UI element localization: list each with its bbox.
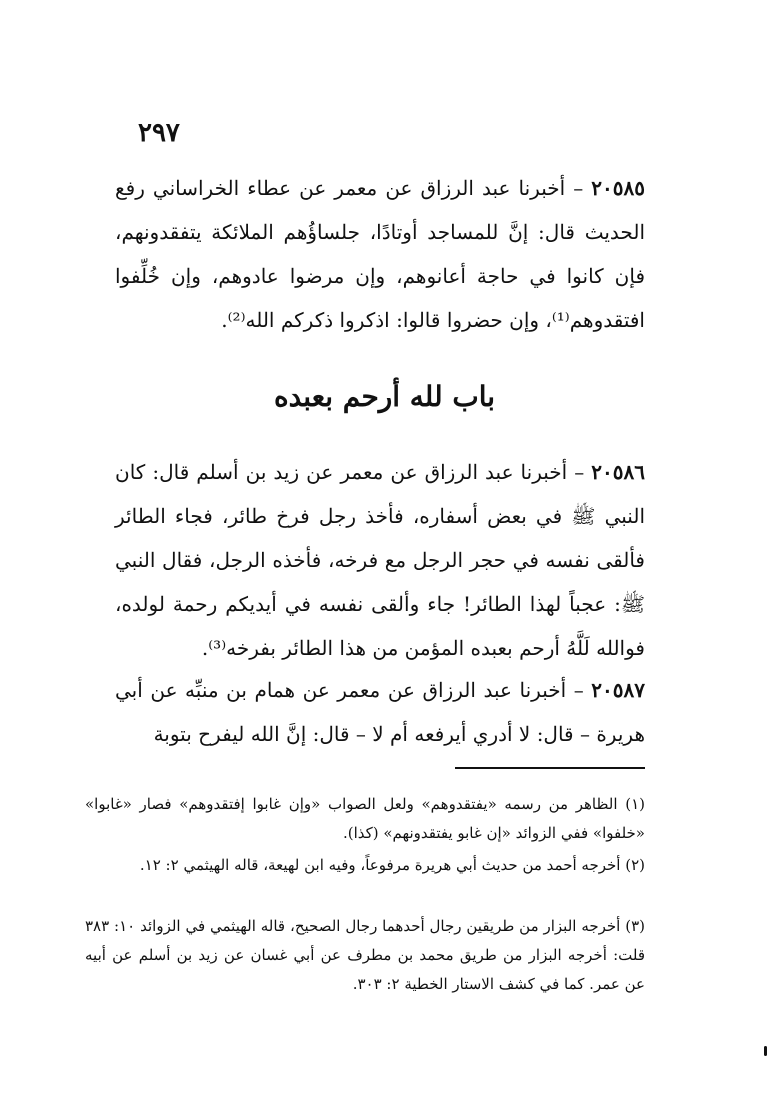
chapter-heading: باب لله أرحم بعبده <box>273 380 496 413</box>
hadith-paragraph <box>115 450 645 670</box>
hadith-number: ٢٠٥٨٥ <box>591 176 645 200</box>
hadith-text: – أخبرنا عبد الرزاق عن معمر عن زيد بن أسلم قال: كان النبي ﷺ في بعض أسفاره، فأخذ رجل فرخ طائر، فجاء الطائر فألقى نفسه في حجر الرجل مع فرخه، فأخذه الرجل، فقال النبي ﷺ: عجباً لهذا الطائر! جاء وألقى نفسه في أيديكم رحمة لولده، فوالله لَلَّهُ أرحم بعبده المؤمن من هذا الطائر بفرخه⁽³⁾. <box>115 460 645 660</box>
hadith-text: – أخبرنا عبد الرزاق عن معمر عن عطاء الخراساني رفع الحديث قال: إنَّ للمساجد أوتادًا، جلساؤُهم الملائكة يتفقدونهم، فإن كانوا في حاجة أعانوهم، وإن مرضوا عادوهم، وإن خُلِّفوا افتقدوهم⁽¹⁾، وإن حضروا قالوا: اذكروا ذكركم الله⁽²⁾. <box>115 176 645 332</box>
hadith-number: ٢٠٥٨٦ <box>591 460 645 484</box>
hadith-paragraph <box>115 166 645 342</box>
hadith-text: – أخبرنا عبد الرزاق عن معمر عن همام بن منبِّه عن أبي هريرة – قال: لا أدري أيرفعه أم لا – قال: إنَّ الله ليفرح بتوبة <box>115 678 645 746</box>
hadith-number: ٢٠٥٨٧ <box>591 678 645 702</box>
scan-mark <box>764 1046 767 1056</box>
footnote: (١) الظاهر من رسمه «يفتقدوهم» ولعل الصواب «وإن غابوا إفتقدوهم» فصار «غابوا» «خلفوا» ففي الزوائد «إن غابو يفتقدونهم» (كذا). <box>85 795 645 842</box>
footnote: (٢) أخرجه أحمد من حديث أبي هريرة مرفوعاً، وفيه ابن لهيعة، قاله الهيثمي ٢: ١٢. <box>139 856 645 874</box>
footnote-divider <box>455 767 645 769</box>
hadith-paragraph <box>115 668 645 756</box>
page-number: ٢٩٧ <box>138 118 180 148</box>
footnote: (٣) أخرجه البزار من طريقين رجال أحدهما رجال الصحيح، قاله الهيثمي في الزوائد ١٠: ٣٨٣ قلت: أخرجه البزار من طريق محمد بن مطرف عن أبي غسان عن زيد بن أسلم عن أبيه عن عمر. كما في كشف الاستار الخطية ٢: ٣٠٣. <box>85 917 645 993</box>
